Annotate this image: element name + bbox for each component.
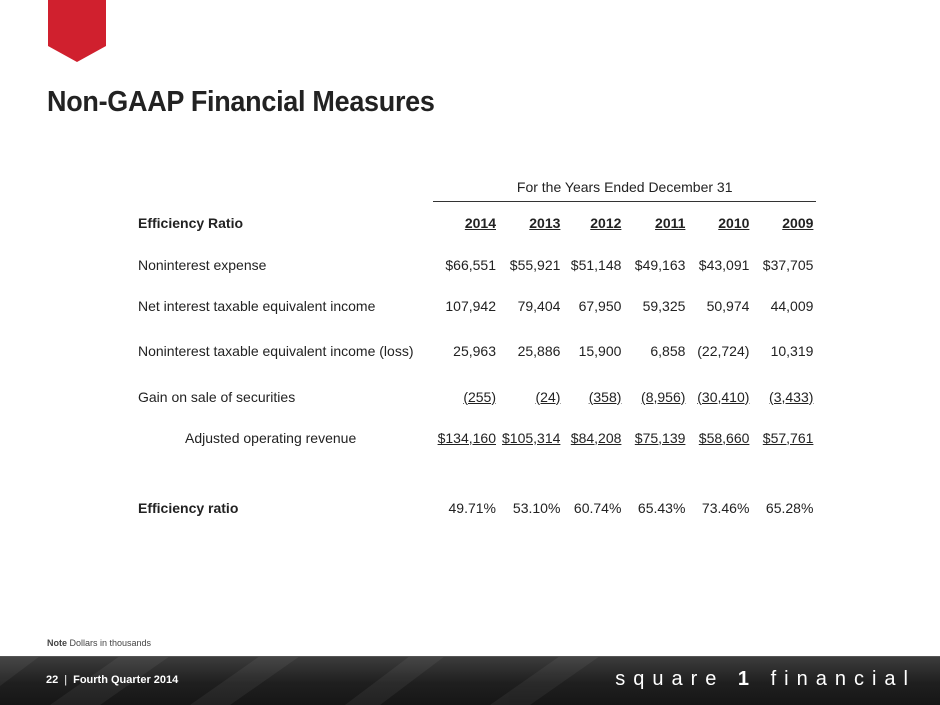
table-cell: (24) bbox=[535, 388, 561, 405]
brand-word-right: financial bbox=[770, 668, 916, 690]
brand-word-left: square bbox=[615, 668, 725, 690]
year-header-row bbox=[133, 202, 816, 245]
year-header: 2012 bbox=[590, 215, 622, 231]
table-cell: 59,325 bbox=[642, 297, 686, 314]
table-cell: 6,858 bbox=[650, 343, 686, 359]
table-cell: $66,551 bbox=[445, 256, 496, 273]
table-cell: 67,950 bbox=[578, 297, 622, 314]
table-row-total bbox=[133, 417, 816, 458]
row-label: Net interest taxable equivalent income bbox=[138, 297, 376, 314]
table-cell: (3,433) bbox=[769, 388, 814, 405]
row-label: Efficiency ratio bbox=[138, 500, 239, 516]
efficiency-ratio-table bbox=[133, 173, 816, 530]
table-cell: 79,404 bbox=[517, 297, 561, 314]
table-cell: 25,963 bbox=[453, 343, 496, 359]
table-cell: 50,974 bbox=[706, 297, 750, 314]
footer-bar bbox=[0, 656, 940, 705]
table-cell: 10,319 bbox=[770, 343, 814, 359]
table-cell: $51,148 bbox=[570, 256, 622, 273]
table-cell: (30,410) bbox=[697, 388, 750, 405]
brand-logo bbox=[615, 668, 916, 691]
year-header: 2013 bbox=[529, 215, 561, 231]
table-cell: 49.71% bbox=[448, 500, 496, 516]
report-period: Fourth Quarter 2014 bbox=[73, 674, 179, 686]
brand-tab-marker bbox=[48, 0, 106, 62]
table-cell: $49,163 bbox=[634, 256, 686, 273]
row-header: Efficiency Ratio bbox=[138, 214, 244, 231]
period-header-row bbox=[133, 173, 816, 202]
page-title: Non-GAAP Financial Measures bbox=[47, 86, 435, 118]
table-cell: $105,314 bbox=[502, 429, 561, 446]
table-cell: (358) bbox=[588, 388, 622, 405]
footnote bbox=[47, 638, 151, 648]
footer-separator: | bbox=[64, 674, 68, 686]
table-cell: 65.43% bbox=[637, 500, 686, 516]
table-cell: $84,208 bbox=[570, 429, 622, 446]
page-number: 22 bbox=[46, 674, 59, 686]
row-label: Gain on sale of securities bbox=[138, 388, 296, 405]
table-cell: 15,900 bbox=[578, 343, 622, 359]
period-header: For the Years Ended December 31 bbox=[433, 173, 816, 202]
table-row bbox=[133, 376, 816, 417]
table-cell: 107,942 bbox=[445, 297, 496, 314]
table-row bbox=[133, 326, 816, 376]
table-cell: 53.10% bbox=[512, 500, 561, 516]
table-cell: 73.46% bbox=[701, 500, 750, 516]
note-label: Note bbox=[47, 638, 67, 648]
year-header: 2011 bbox=[655, 215, 686, 231]
table-cell: 65.28% bbox=[765, 500, 814, 516]
table-cell: $43,091 bbox=[698, 256, 750, 273]
table-cell: 44,009 bbox=[770, 297, 814, 314]
table-cell: (22,724) bbox=[697, 343, 750, 359]
year-header: 2010 bbox=[718, 215, 750, 231]
table-cell: $75,139 bbox=[634, 429, 686, 446]
year-header: 2009 bbox=[782, 215, 814, 231]
table-row bbox=[133, 244, 816, 285]
year-header: 2014 bbox=[464, 215, 496, 231]
table-row-ratio bbox=[133, 486, 816, 530]
table-cell: $58,660 bbox=[698, 429, 750, 446]
table-cell: 25,886 bbox=[517, 343, 561, 359]
table-cell: $55,921 bbox=[509, 256, 561, 273]
row-label: Adjusted operating revenue bbox=[185, 429, 357, 446]
brand-number: 1 bbox=[737, 668, 758, 690]
table-cell: $57,761 bbox=[762, 429, 814, 446]
table-cell: (255) bbox=[463, 388, 496, 405]
note-text: Dollars in thousands bbox=[69, 638, 152, 648]
row-label: Noninterest expense bbox=[138, 256, 267, 273]
table-cell: $37,705 bbox=[762, 256, 814, 273]
table-row bbox=[133, 285, 816, 326]
footer-text bbox=[46, 674, 178, 686]
table-cell: (8,956) bbox=[641, 388, 686, 405]
table-cell: $134,160 bbox=[437, 429, 496, 446]
row-label: Noninterest taxable equivalent income (loss) bbox=[138, 342, 414, 359]
table-spacer bbox=[133, 458, 816, 486]
table-cell: 60.74% bbox=[573, 500, 622, 516]
